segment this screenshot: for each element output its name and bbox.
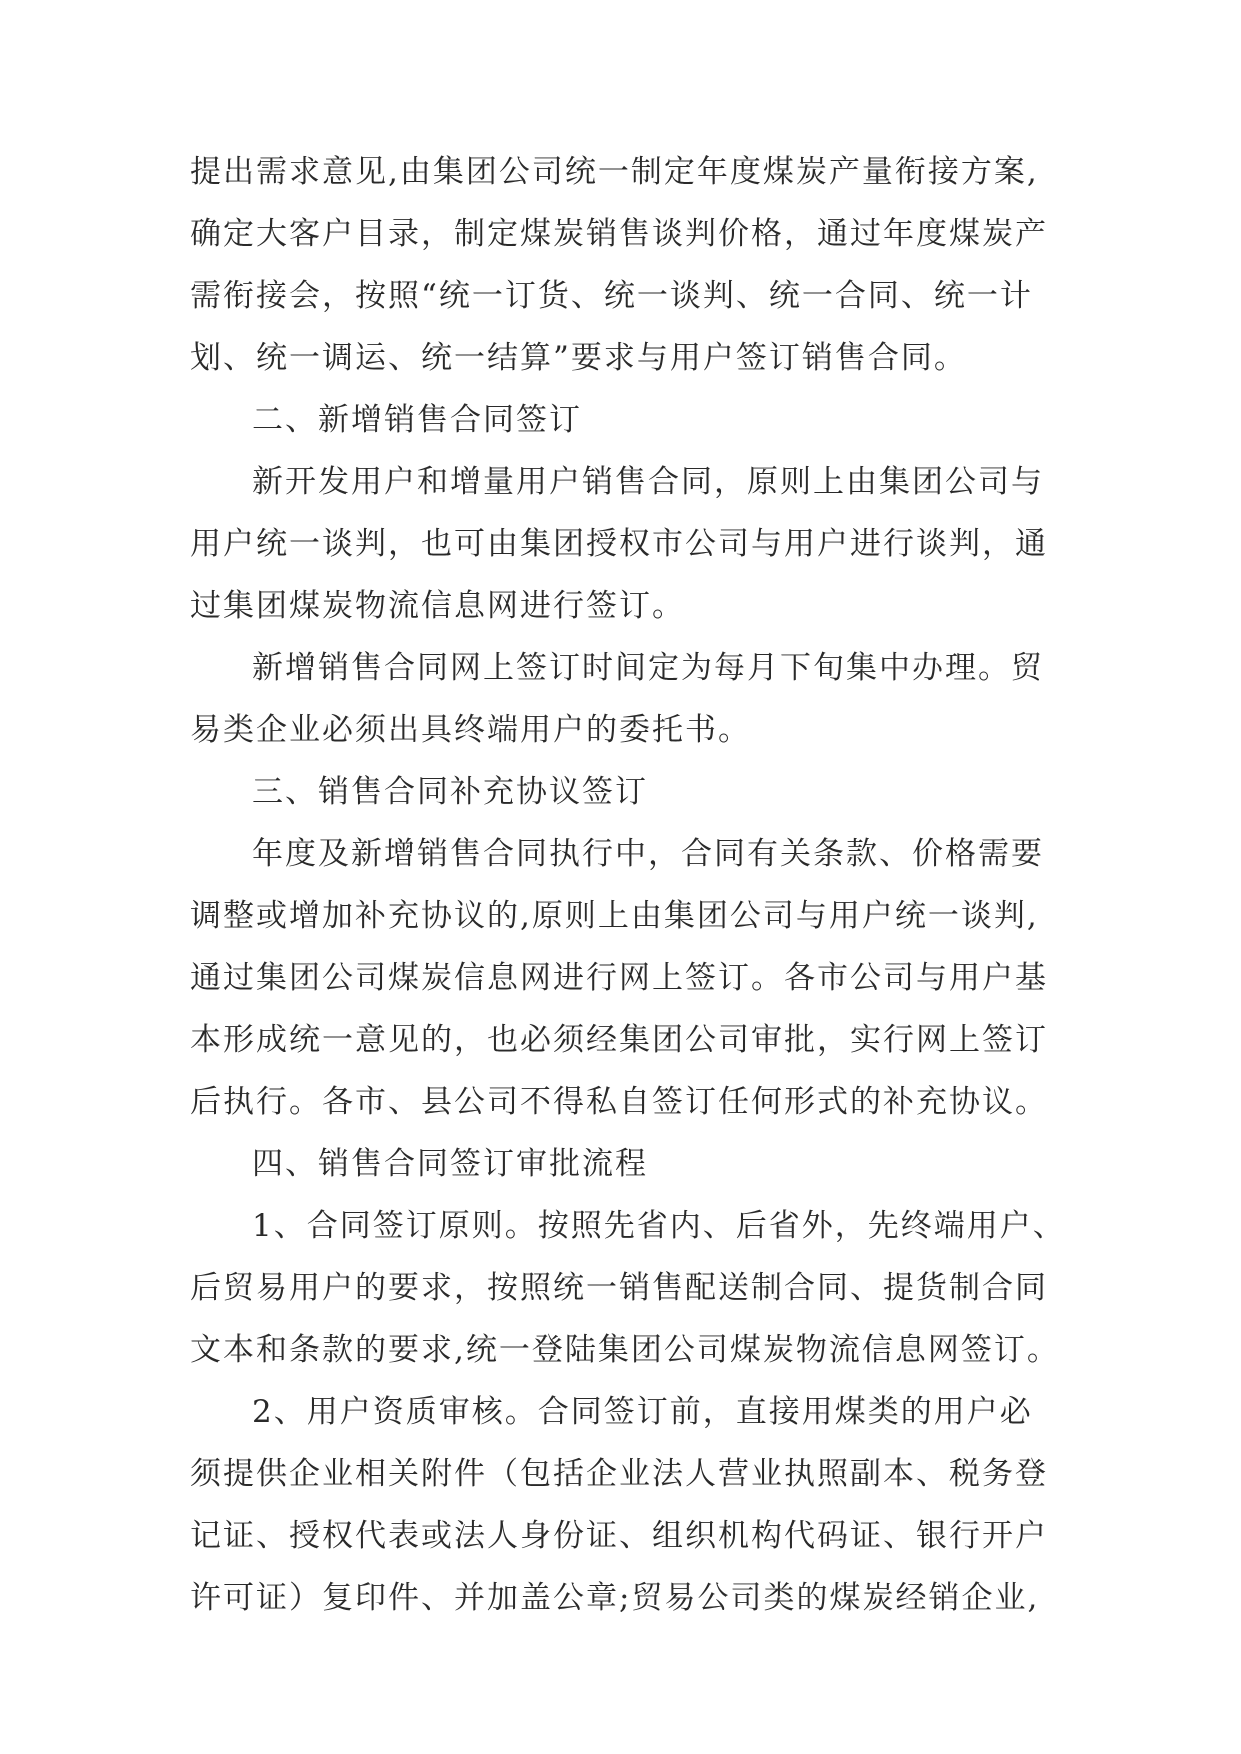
- body-text-line: 易类企业必须出具终端用户的委托书。: [190, 712, 751, 748]
- body-text-line: 通过集团公司煤炭信息网进行网上签订。各市公司与用户基: [190, 960, 1048, 996]
- body-text-line: 提出需求意见,由集团公司统一制定年度煤炭产量衔接方案,: [190, 154, 1039, 190]
- body-text-line: 确定大客户目录，制定煤炭销售谈判价格，通过年度煤炭产: [190, 216, 1048, 252]
- body-text-line: 后执行。各市、县公司不得私自签订任何形式的补充协议。: [190, 1084, 1048, 1120]
- body-text-line: 划、统一调运、统一结算”要求与用户签订销售合同。: [190, 340, 967, 376]
- body-text-line: 文本和条款的要求,统一登陆集团公司煤炭物流信息网签订。: [190, 1332, 1060, 1368]
- body-text-line: 调整或增加补充协议的,原则上由集团公司与用户统一谈判,: [190, 898, 1039, 934]
- body-text-line: 1、合同签订原则。按照先省内、后省外，先终端用户、: [252, 1208, 1066, 1244]
- body-text-line: 本形成统一意见的，也必须经集团公司审批，实行网上签订: [190, 1022, 1048, 1058]
- section-heading: 二、新增销售合同签订: [252, 402, 582, 438]
- body-text-line: 需衔接会，按照“统一订货、统一谈判、统一合同、统一计: [190, 278, 1033, 314]
- body-text-line: 新增销售合同网上签订时间定为每月下旬集中办理。贸: [252, 650, 1044, 686]
- body-text-line: 后贸易用户的要求，按照统一销售配送制合同、提货制合同: [190, 1270, 1048, 1306]
- body-text-line: 年度及新增销售合同执行中，合同有关条款、价格需要: [252, 836, 1044, 872]
- section-heading: 三、销售合同补充协议签订: [252, 774, 648, 810]
- body-text-line: 许可证）复印件、并加盖公章;贸易公司类的煤炭经销企业,: [190, 1580, 1040, 1616]
- body-text-line: 用户统一谈判，也可由集团授权市公司与用户进行谈判，通: [190, 526, 1048, 562]
- body-text-line: 须提供企业相关附件（包括企业法人营业执照副本、税务登: [190, 1456, 1048, 1492]
- body-text-line: 2、用户资质审核。合同签订前，直接用煤类的用户必: [252, 1394, 1033, 1430]
- body-text-line: 过集团煤炭物流信息网进行签订。: [190, 588, 685, 624]
- body-text-line: 新开发用户和增量用户销售合同，原则上由集团公司与: [252, 464, 1044, 500]
- section-heading: 四、销售合同签订审批流程: [252, 1146, 648, 1182]
- body-text-line: 记证、授权代表或法人身份证、组织机构代码证、银行开户: [190, 1518, 1048, 1554]
